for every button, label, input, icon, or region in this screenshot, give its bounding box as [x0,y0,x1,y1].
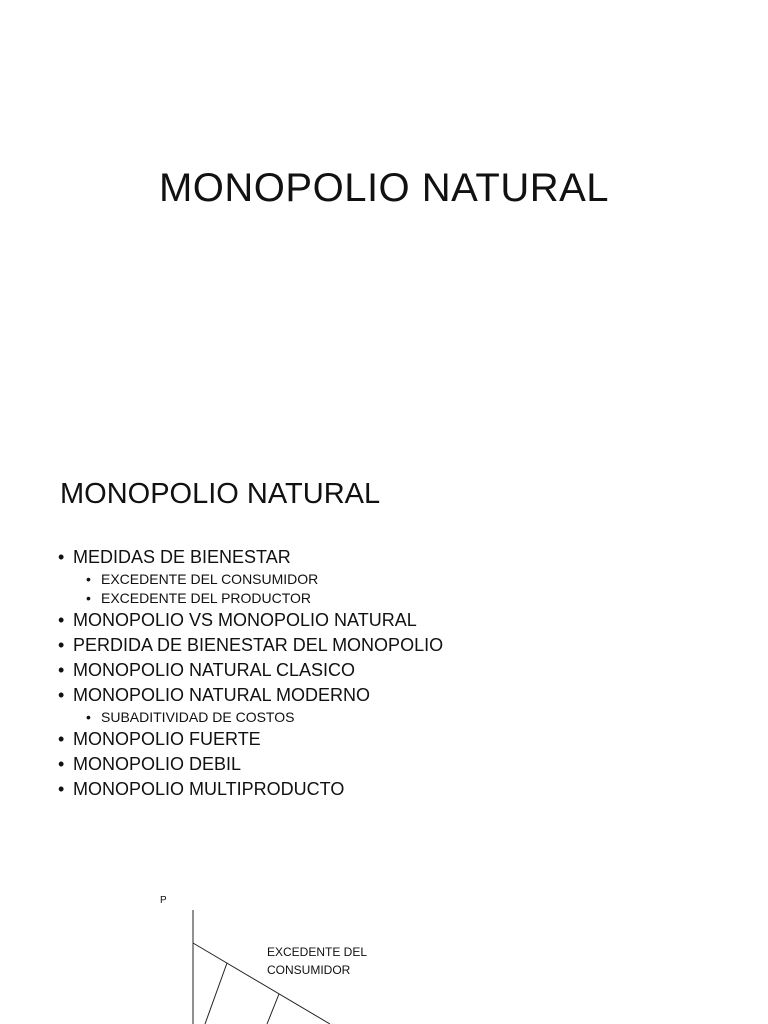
bullet-dot: • [58,754,65,774]
bullet-dot: • [86,571,91,587]
slide-1-title: MONOPOLIO NATURAL [158,166,610,210]
topic-label: MONOPOLIO MULTIPRODUCTO [73,779,345,799]
subtopic-item [86,708,443,727]
bullet-dot: • [58,729,65,749]
topic-label: MONOPOLIO DEBIL [73,754,242,774]
topic-item [58,608,443,633]
topic-item [58,727,443,752]
consumer-surplus-diagram [0,880,768,1024]
subtopic-item [86,589,443,608]
topic-list [58,545,443,802]
subtopic-label: EXCEDENTE DEL PRODUCTOR [101,590,312,606]
slide-title [0,0,768,430]
bullet-dot: • [86,590,91,606]
topic-label: MONOPOLIO NATURAL MODERNO [73,685,371,705]
topic-label: MONOPOLIO FUERTE [73,729,261,749]
consumer-surplus-label: EXCEDENTE DEL CONSUMIDOR [267,945,367,977]
slide-2-title: MONOPOLIO NATURAL [60,478,381,510]
topic-item [58,658,443,683]
subtopic-list [58,570,443,608]
slide-outline [0,450,768,850]
subtopic-item [86,570,443,589]
price-axis-label: P [160,895,167,906]
subtopic-list [58,708,443,727]
topic-item [58,752,443,777]
topic-item [58,633,443,658]
topic-item [58,683,443,727]
surplus-hatch-1 [205,963,227,1024]
topic-label: PERDIDA DE BIENESTAR DEL MONOPOLIO [73,635,444,655]
bullet-dot: • [58,779,65,799]
bullet-dot: • [58,610,65,630]
bullet-dot: • [58,635,65,655]
topic-label: MONOPOLIO NATURAL CLASICO [73,660,356,680]
bullet-dot: • [58,547,65,567]
subtopic-label: SUBADITIVIDAD DE COSTOS [101,709,295,725]
topic-item [58,777,443,802]
topic-item [58,545,443,608]
bullet-dot: • [86,709,91,725]
topic-label: MEDIDAS DE BIENESTAR [73,547,291,567]
subtopic-label: EXCEDENTE DEL CONSUMIDOR [101,571,319,587]
bullet-dot: • [58,660,65,680]
bullet-dot: • [58,685,65,705]
surplus-hatch-2 [267,994,279,1024]
topic-label: MONOPOLIO VS MONOPOLIO NATURAL [73,610,417,630]
